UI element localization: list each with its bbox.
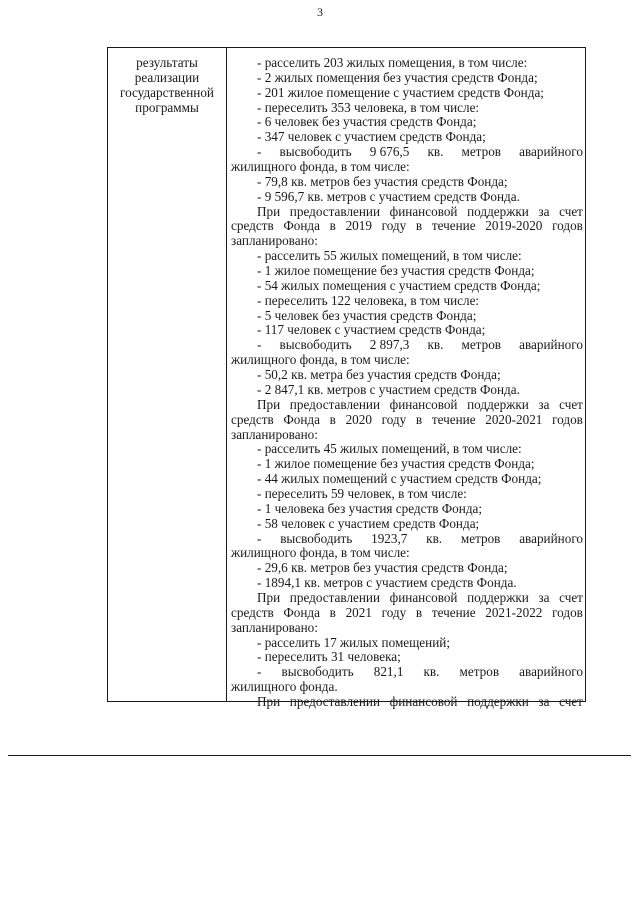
text-word: годов [552,411,583,427]
text-word: году [381,218,407,234]
text-word: поддержки [467,203,529,219]
text-line: запланировано: [231,426,318,442]
text-word: за [538,589,550,605]
text-word: в [415,411,423,427]
row-label-line: результаты [136,55,198,70]
text-word: счет [559,589,583,605]
text-word: годов [552,604,583,620]
text-word: 1923,7 [371,530,408,546]
text-line: - расселить 17 жилых помещений; [257,634,450,650]
text-word: средств [231,218,274,234]
text-word: за [538,693,550,709]
text-line: - 1 жилое помещение без участия средств Фонда; [257,456,535,472]
text-line: - 201 жилое помещение с участием средств Фонда; [257,84,544,100]
text-line [231,218,583,233]
text-word: Фонда [283,411,320,427]
text-word: - [257,530,262,546]
text-line [257,531,583,546]
text-word: поддержки [467,693,529,709]
text-line: - переселить 353 человека, в том числе: [257,99,480,115]
text-line: - 54 жилых помещения с участием средств Фонда; [257,277,541,293]
text-line: - расселить 203 жилых помещения, в том числе: [257,55,528,70]
text-line: - переселить 59 человек, в том числе: [257,485,467,501]
text-line: запланировано: [231,619,318,635]
text-word: При [257,589,281,605]
text-word: счет [559,693,583,709]
text-line [257,590,583,605]
text-word: в [329,604,336,620]
text-word: течение [431,411,476,427]
row-content-cell [227,48,587,709]
text-line: - расселить 45 жилых помещений, в том числе: [257,441,522,457]
text-line: - переселить 122 человека, в том числе: [257,292,480,308]
text-word: 2021 [345,604,372,620]
text-word: в [329,218,336,234]
text-word: высвободить [280,530,353,546]
text-word: 2019 [345,218,372,234]
text-word: течение [431,604,476,620]
text-word: за [538,203,550,219]
text-line: жилищного фонда, в том числе: [231,159,410,175]
text-word: предоставлении [289,589,381,605]
text-word: аварийного [519,144,583,160]
text-line [231,412,583,427]
row-label-cell [108,48,227,701]
text-word: метров [459,664,500,680]
row-label-line: программы [135,100,199,115]
text-word: годов [552,218,583,234]
text-word: финансовой [389,396,458,412]
text-line: запланировано: [231,233,318,249]
text-word: 2019-2020 [485,218,543,234]
page-number: 3 [317,5,323,19]
text-line: - переселить 31 человека; [257,649,401,665]
text-word: счет [559,396,583,412]
text-word: финансовой [389,589,458,605]
text-line [257,144,583,159]
text-line: - 9 596,7 кв. метров с участием средств Фонда. [257,188,520,204]
text-word: кв. [427,337,444,353]
text-word: финансовой [389,203,458,219]
text-line [257,694,583,709]
text-word: При [257,203,281,219]
text-word: предоставлении [289,396,381,412]
text-word: кв. [423,664,440,680]
text-line: - расселить 55 жилых помещений, в том числе: [257,248,522,264]
text-line [231,605,583,620]
text-word: средств [231,411,274,427]
row-label-line: реализации [134,70,200,85]
text-word: средств [231,604,274,620]
text-word: аварийного [519,530,583,546]
text-line: - 79,8 кв. метров без участия средств Фонда; [257,173,508,189]
text-line [257,397,583,412]
text-word: предоставлении [289,693,381,709]
text-line: - 1894,1 кв. метров с участием средств Фонда. [257,575,517,591]
text-line: жилищного фонда, в том числе: [231,352,410,368]
text-word: кв. [426,530,443,546]
text-word: аварийного [519,337,583,353]
text-word: году [381,411,407,427]
text-word: 2020-2021 [485,411,543,427]
text-line: - 2 847,1 кв. метров с участием средств Фонда. [257,381,520,397]
text-word: поддержки [467,396,529,412]
text-word: - [257,144,262,160]
text-word: метров [461,337,502,353]
text-line [257,204,583,219]
row-label-line: государственной [120,85,214,100]
text-line: - 5 человек без участия средств Фонда; [257,307,477,323]
text-line: - 1 человека без участия средств Фонда; [257,500,483,516]
text-line [257,337,583,352]
text-word: высвободить [279,337,352,353]
text-word: метров [461,144,502,160]
text-word: высвободить [281,664,354,680]
text-word: за [538,396,550,412]
text-line: - 1 жилое помещение без участия средств Фонда; [257,263,535,279]
text-word: 2020 [345,411,372,427]
text-word: 2021-2022 [485,604,543,620]
text-word: 821,1 [373,664,404,680]
text-line: - 29,6 кв. метров без участия средств Фонда; [257,560,508,576]
text-word: в [415,604,423,620]
text-line: жилищного фонда. [231,679,338,695]
text-word: предоставлении [289,203,381,219]
text-word: году [381,604,407,620]
text-line: - 6 человек без участия средств Фонда; [257,114,477,130]
text-line [257,664,583,679]
text-word: кв. [427,144,444,160]
footer-divider [8,755,631,756]
text-word: счет [559,203,583,219]
text-word: в [415,218,423,234]
text-word: в [329,411,336,427]
text-word: - [257,337,262,353]
text-word: финансовой [389,693,458,709]
text-word: При [257,396,281,412]
text-line: - 44 жилых помещений с участием средств Фонда; [257,471,542,487]
text-line: - 50,2 кв. метра без участия средств Фонда; [257,367,501,383]
text-word: - [257,664,262,680]
text-word: При [257,693,281,709]
text-word: 2 897,3 [369,337,410,353]
text-word: поддержки [467,589,529,605]
text-word: 9 676,5 [369,144,410,160]
text-line: жилищного фонда, в том числе: [231,545,410,561]
text-word: высвободить [279,144,352,160]
text-word: Фонда [283,604,320,620]
text-line: - 117 человек с участием средств Фонда; [257,322,486,338]
text-word: метров [460,530,501,546]
text-line: - 58 человек с участием средств Фонда; [257,515,480,531]
text-word: аварийного [519,664,583,680]
text-word: Фонда [283,218,320,234]
text-word: течение [431,218,476,234]
results-table [107,47,586,709]
text-line: - 2 жилых помещения без участия средств Фонда; [257,69,538,85]
text-line: - 347 человек с участием средств Фонда; [257,129,486,145]
